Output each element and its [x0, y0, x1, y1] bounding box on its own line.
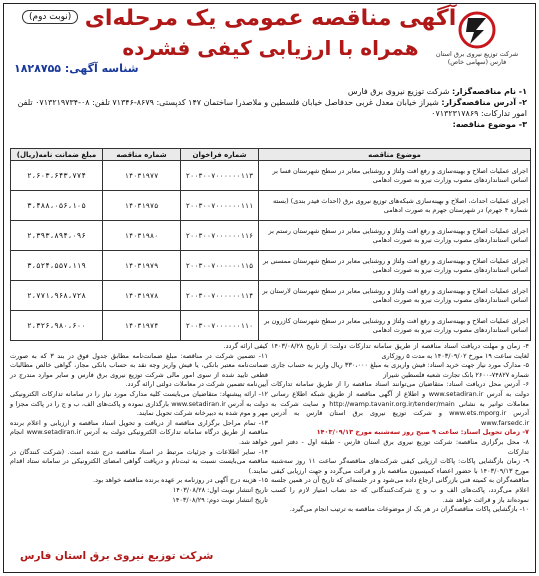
row-tender-number: ۱۴۰۳۱۹۷۹ — [103, 251, 181, 281]
info-label-2: ۲- آدرس مناقصه‌گزار: — [441, 98, 527, 107]
round-badge: (نوبت دوم) — [22, 10, 78, 24]
row-amount: ۲،۶۰۳،۶۴۳،۷۷۴ — [11, 161, 103, 191]
clause: ۷- زمان تحویل اسناد: ساعت ۹ صبح روز سه‌شنبه مورخ ۱۴۰۳/۰۹/۱۳ — [316, 428, 529, 437]
row-subject: اجرای عملیات اصلاح و بهینه‌سازی و رفع افت ولتاژ و روشنایی معابر در سطح شهرستان رستم بر اساس استانداردهای مصوب وزارت نیرو به صورت ادهامی — [259, 221, 531, 251]
table-header-row — [11, 149, 531, 161]
table-row — [11, 281, 531, 311]
clause: ۶- آدرس محل دریافت اسناد: متقاضیان می‌توانند اسناد مناقصه را از طریق سامانه تدارکات دولت به آدرس www.setadiran.ir و اطلاع از آگهی مناقصه از طریق شبکه اطلاع رسانی معاملات توانیر به نشانی http://wamp.tavanir.org.ir/tender/main و سایت شرکت به آدرس www.ets.mporg.ir و شرکت توزیع نیروی برق استان فارس به آدرس www.farsedc.ir — [271, 380, 530, 427]
tender-table — [10, 148, 531, 341]
clause: ۱۲- ارائه پیشنهاد: متقاضیان می‌بایست کلیه مدارک مورد نیاز را در سامانه تدارکات الکترونیکی دولت به آدرس www.setadiran.ir بارگذاری نموده و پاکت‌های الف، ب و ج را در پاکت مجزا و مهر و موم شده به دبیرخانه شرکت تحویل نمایند. — [10, 389, 268, 418]
row-tender-number: ۱۴۰۳۱۹۷۸ — [103, 281, 181, 311]
row-amount: ۲،۳۹۳،۸۹۴،۰۹۶ — [11, 221, 103, 251]
clause: کیفی ارائه گردد. — [223, 342, 268, 350]
table-row — [11, 221, 531, 251]
clause: ۱۳- تمام مراحل برگزاری مناقصه از دریافت و تحویل اسناد مناقصه و ارزیابی و اعلام برنده مناقصه از طریق درگاه سامانه تدارکات الکترونیکی دولت به آدرس www.setadiran.ir انجام خواهد شد. — [10, 418, 268, 446]
row-subject: اجرای عملیات اصلاح و بهینه‌سازی و رفع افت ولتاژ و روشنایی معابر در سطح شهرستان فسا بر اساس استانداردهای مصوب وزارت نیرو به صورت ادهامی — [259, 161, 531, 191]
table-row — [11, 251, 531, 281]
row-subject: اجرای عملیات اصلاح و بهینه‌سازی و رفع افت ولتاژ و روشنایی معابر در سطح شهرستان کازرون بر اساس استانداردهای مصوب وزارت نیرو به صورت ادهامی — [259, 311, 531, 341]
col-amount-header: مبلغ ضمانت نامه(ریال) — [11, 149, 103, 161]
col-tender-header: شماره مناقصه — [103, 149, 181, 161]
row-call-number: ۲۰۰۳۰۰۷۰۰۰۰۰۰۱۱۱ — [181, 191, 259, 221]
col-call-header: شماره فراخوان — [181, 149, 259, 161]
row-tender-number: ۱۴۰۳۱۹۷۴ — [103, 311, 181, 341]
company-logo-text: شرکت توزیع نیروی برق استان فارس (سهامی خاص) — [435, 50, 519, 66]
clause: ۵- مدارک مورد نیاز جهت خرید اسناد: فیش واریزی به مبلغ ۳۳۰،۰۰۰ ریال واریز به حساب جاری شماره ۷۴۸۲۷-۲۶۰۰ بانک تجارت شعبه فلسطین شیراز — [271, 361, 529, 379]
publish-date-1: تاریخ انتشار نوبت اول: ۱۴۰۳/۰۸/۲۸ — [172, 485, 268, 494]
clause: ۴- زمان و مهلت دریافت اسناد مناقصه از طریق سامانه تدارکات دولت: از تاریخ ۱۴۰۳/۰۸/۲۸ لغایت ساعت ۱۹ مورخ ۱۴۰۳/۰۹/۰۲ به مدت ۵ روزکاری — [271, 342, 529, 360]
info-line-3 — [10, 119, 527, 130]
table-row — [11, 311, 531, 341]
row-tender-number: ۱۴۰۳۱۹۷۵ — [103, 191, 181, 221]
row-amount: ۲،۳۲۶،۹۸۰،۶۰۰ — [11, 311, 103, 341]
body-text — [10, 342, 529, 568]
info-line-1 — [10, 86, 527, 97]
tender-info — [10, 86, 527, 130]
header — [4, 4, 536, 82]
clause: ۱۰- بازگشایی پاکات مناقصه‌گران در هر یک از موضوعات مناقصه به ترتیب انجام می‌گیرد. — [289, 505, 529, 514]
table-row — [11, 191, 531, 221]
row-call-number: ۲۰۰۳۰۰۷۰۰۰۰۰۰۱۱۵ — [181, 251, 259, 281]
info-label-1: ۱- نام مناقصه‌گزار: — [451, 87, 527, 96]
page-title: آگهی مناقصه عمومی یک مرحله‌ای — [84, 6, 457, 31]
col-subject-header: موضوع مناقصه — [259, 149, 531, 161]
row-tender-number: ۱۴۰۳۱۹۸۰ — [103, 221, 181, 251]
row-call-number: ۲۰۰۳۰۰۷۰۰۰۰۰۰۱۱۳ — [181, 161, 259, 191]
clause: ۱۱- تضمین شرکت در مناقصه: مبلغ ضمانت‌نامه مطابق جدول فوق در بند ۳ که به صورت ضمانت‌نامه معتبر بانکی، یا فیش واریز وجه نقد به حساب بانکی مجاز، گواهی خالص مطالبات قطعی تایید شده از سوی امور مالی شرکت توزیع نیروی برق فارس و سایر موارد مندرج در آیین‌نامه تضمین شرکت در معاملات دولتی ارائه گردد. — [10, 351, 268, 389]
signature: شرکت توزیع نیروی برق استان فارس — [20, 550, 214, 562]
row-amount: ۳،۵۲۴،۵۵۷،۱۱۹ — [11, 251, 103, 281]
clause: ۱۴- سایر اطلاعات و جزئیات مرتبط در اسناد مناقصه درج شده است. (شرکت کنندگان در مناقصه می‌بایست نسبت به ثبت‌نام و دریافت گواهی امضای الکترونیکی در سامانه ستاد اقدام نمایند.) — [10, 447, 268, 475]
right-column — [271, 342, 529, 515]
table-row — [11, 161, 531, 191]
clause: ۸- محل برگزاری مناقصه: شرکت توزیع نیروی برق استان فارس - طبقه اول - دفتر امور تدارکات — [271, 437, 529, 456]
tender-notice — [3, 3, 536, 573]
publish-date-2: تاریخ انتشار نوبت دوم: ۱۴۰۳/۰۸/۲۹ — [172, 495, 268, 504]
row-subject: اجرای عملیات احداث، اصلاح و بهینه‌سازی شبکه‌های توزیع نیروی برق (احداث فیدر بندی) (بسته شماره ۴ جهرم) در شهرستان جهرم به صورت ادهامی — [259, 191, 531, 221]
info-label-3: ۳- موضوع مناقصه: — [452, 120, 527, 129]
ad-number: شناسه آگهی: ۱۸۲۸۷۵۵ — [14, 62, 139, 75]
left-column — [10, 342, 268, 505]
clause: ۱۵- هزینه درج آگهی در روزنامه بر عهده برنده مناقصه خواهد بود. — [93, 476, 268, 485]
info-value-1: شرکت توزیع نیروی برق فارس — [347, 87, 452, 96]
info-line-2 — [10, 97, 527, 119]
page-subtitle: همراه با ارزیابی کیفی فشرده — [122, 36, 419, 60]
info-value-2: شیراز خیابان معدل غربی حدفاصل خیابان فلسطین و ملاصدرا ساختمان ۱۴۷ کدپستی: ۸۶۷۹-۷۱۳۴۶ تلفن: ۰۸-۰۷۱۳۲۱۹۷۳۴ تلفن امور تدارکات: ۰۷۱۳۲۳۱۷۸۶۹ — [17, 98, 527, 118]
row-call-number: ۲۰۰۳۰۰۷۰۰۰۰۰۰۱۱۰ — [181, 311, 259, 341]
row-subject: اجرای عملیات اصلاح و بهینه‌سازی و رفع افت ولتاژ و روشنایی معابر در سطح شهرستان ممسنی بر اساس استانداردهای مصوب وزارت نیرو به صورت ادهامی — [259, 251, 531, 281]
row-amount: ۲،۷۷۱،۹۶۸،۷۲۸ — [11, 281, 103, 311]
row-tender-number: ۱۴۰۳۱۹۷۷ — [103, 161, 181, 191]
clause: ۹- زمان بازگشایی پاکات: پاکات ارزیابی کیفی شرکت‌های مناقصه‌گر ساعت ۱۱ روز سه‌شنبه مورخ ۱۴۰۳/۰۹/۱۳ با حضور اعضاء کمیسیون مناقصه باز و قرائت می‌گردد و جهت ارزیابی کیفی مناقصه‌گران به کمیته فنی بازرگانی ارجاع داده می‌شود و در جلسه‌ای که تاریخ آن در همین جلسه اعلام می‌گردد، پاکت‌های الف و ب و ج شرکت‌کنندگانی که حد نصاب امتیاز لازم را کسب نموده‌اند باز و قرائت خواهد شد. — [271, 457, 529, 504]
row-call-number: ۲۰۰۳۰۰۷۰۰۰۰۰۰۱۱۶ — [181, 221, 259, 251]
row-subject: اجرای عملیات اصلاح و بهینه‌سازی و رفع افت ولتاژ و روشنایی معابر در سطح شهرستان لارستان بر اساس استانداردهای مصوب وزارت نیرو به صورت ادهامی — [259, 281, 531, 311]
row-call-number: ۲۰۰۳۰۰۷۰۰۰۰۰۰۱۱۴ — [181, 281, 259, 311]
row-amount: ۳،۴۸۸،۰۵۶،۱۰۵ — [11, 191, 103, 221]
